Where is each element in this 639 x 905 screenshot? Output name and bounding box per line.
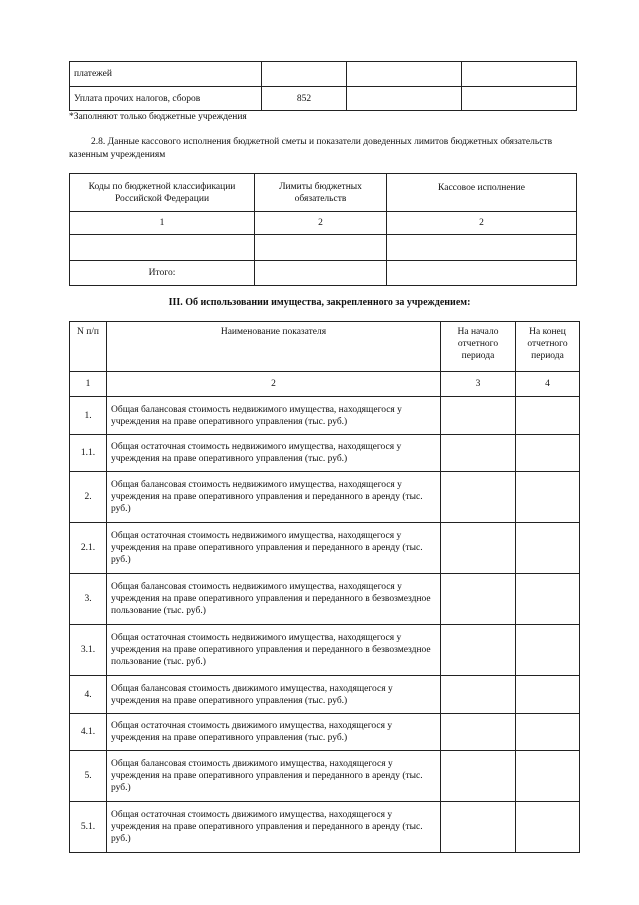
table-row: 1.1. Общая остаточная стоимость недвижимого имущества, находящегося у учреждения на праве оперативного управления (тыс. руб.): [70, 435, 580, 472]
table-row: 3. Общая балансовая стоимость недвижимого имущества, находящегося у учреждения на праве оперативного управления и переданного в безвозмездное пользование (тыс. руб.): [70, 574, 580, 625]
table-row: [70, 62, 577, 87]
table-row: 5. Общая балансовая стоимость движимого имущества, находящегося у учреждения на праве оперативного управления и переданного в аренду (тыс. руб.): [70, 751, 580, 802]
top-table: [69, 61, 577, 111]
header-end: На конец отчетного периода: [516, 322, 580, 372]
table-row: [70, 235, 577, 261]
top-row-code: [262, 62, 347, 87]
header-codes: Коды по бюджетной классификации Российской Федерации: [70, 174, 255, 212]
table-row: 4. Общая балансовая стоимость движимого имущества, находящегося у учреждения на праве оперативного управления (тыс. руб.): [70, 676, 580, 714]
footnote: *Заполняют только бюджетные учреждения: [69, 112, 247, 122]
section-3-title: III. Об использовании имущества, закрепленного за учреждением:: [168, 297, 471, 308]
table-row: 1 2 2: [70, 212, 577, 235]
table-row: 2. Общая балансовая стоимость недвижимого имущества, находящегося у учреждения на праве оперативного управления и переданного в аренду (тыс. руб.): [70, 472, 580, 523]
header-name: Наименование показателя: [107, 322, 441, 372]
total-row: [70, 261, 577, 286]
top-row-code: 852: [262, 87, 347, 111]
budget-table: [69, 173, 577, 286]
table-row: 1. Общая балансовая стоимость недвижимого имущества, находящегося у учреждения на праве оперативного управления (тыс. руб.): [70, 397, 580, 435]
top-row-name: Уплата прочих налогов, сборов: [70, 87, 262, 111]
table-row: 5.1. Общая остаточная стоимость движимого имущества, находящегося у учреждения на праве оперативного управления и переданного в аренду (тыс. руб.): [70, 802, 580, 853]
top-row-name: платежей: [70, 62, 262, 87]
total-label: Итого:: [70, 261, 255, 286]
table-header-row: [70, 174, 577, 212]
header-num: N п/п: [70, 322, 107, 372]
table-row: [70, 87, 577, 111]
header-start: На начало отчетного периода: [441, 322, 516, 372]
header-execution: Кассовое исполнение: [387, 174, 577, 212]
property-table: [69, 321, 580, 853]
table-row: 2.1. Общая остаточная стоимость недвижимого имущества, находящегося у учреждения на праве оперативного управления и переданного в аренду (тыс. руб.): [70, 523, 580, 574]
column-numbers-row: 1 2 3 4: [70, 372, 580, 397]
table-row: 4.1. Общая остаточная стоимость движимого имущества, находящегося у учреждения на праве оперативного управления (тыс. руб.): [70, 714, 580, 751]
table-header-row: [70, 322, 580, 372]
header-limits: Лимиты бюджетных обязательств: [255, 174, 387, 212]
section-2-8-paragraph: 2.8. Данные кассового исполнения бюджетной сметы и показатели доведенных лимитов бюджетных обязательств казенным учреждениям: [69, 137, 553, 160]
table-row: 3.1. Общая остаточная стоимость недвижимого имущества, находящегося у учреждения на праве оперативного управления и переданного в безвозмездное пользование (тыс. руб.): [70, 625, 580, 676]
